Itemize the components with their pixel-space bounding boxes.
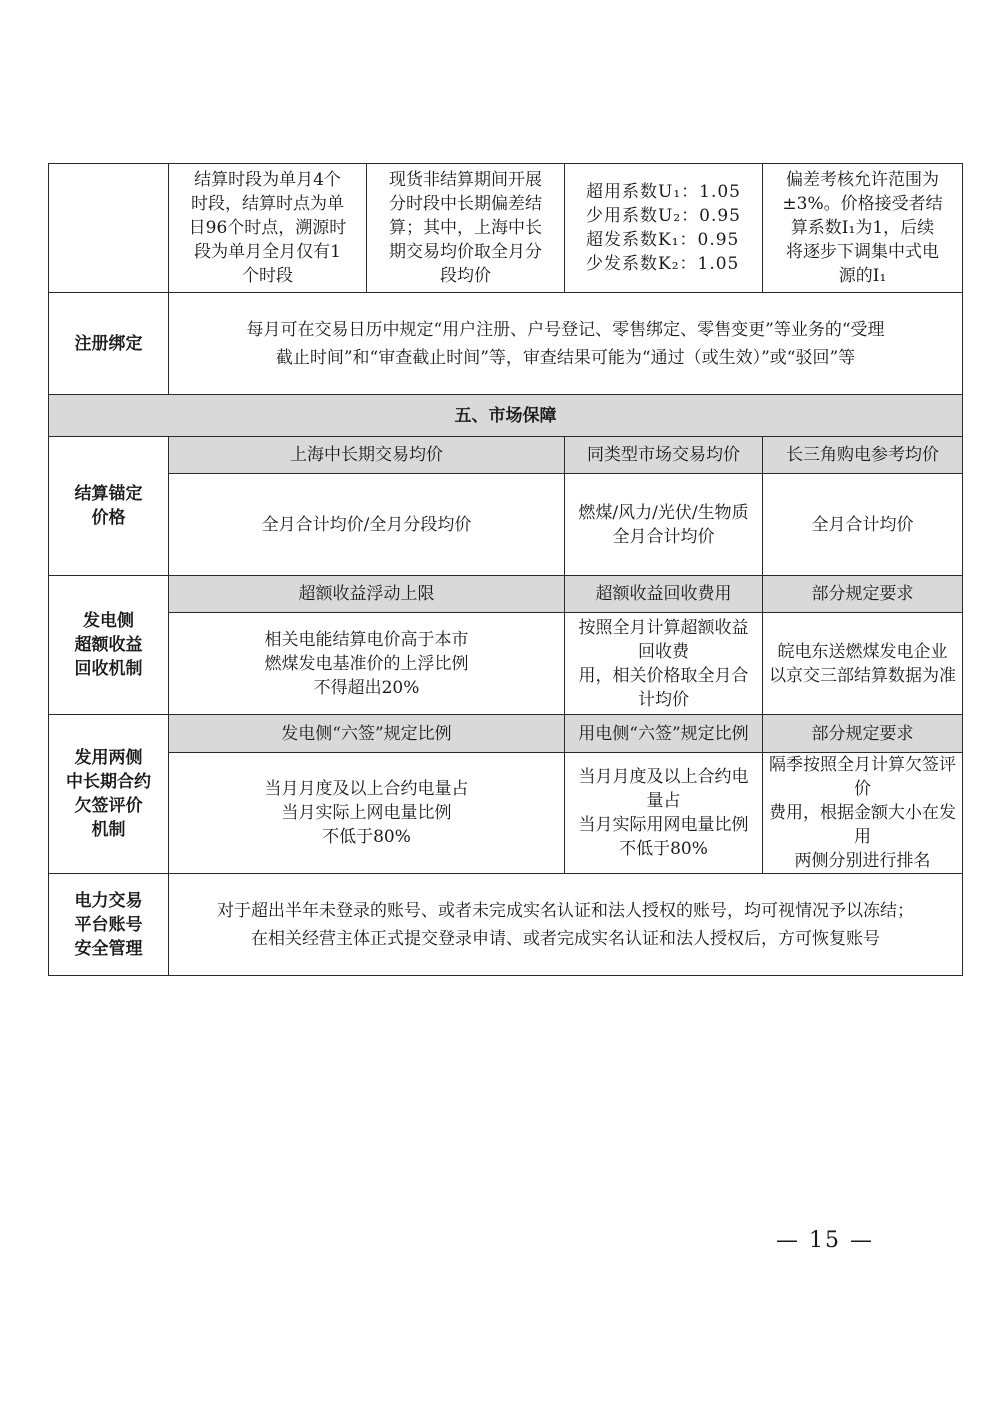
table-cell: 当月月度及以上合约电量占 当月实际上网电量比例 不低于80% [169,753,565,874]
column-header: 同类型市场交易均价 [565,437,763,474]
table-row [49,715,963,753]
row-label-under-signing: 发用两侧 中长期合约 欠签评价 机制 [49,715,169,874]
table-row [49,874,963,976]
page-number: — 15 — [776,1228,874,1253]
table-cell: 燃煤/风力/光伏/生物质 全月合计均价 [565,474,763,576]
table-row [49,474,963,576]
column-header: 用电侧“六签”规定比例 [565,715,763,753]
deviation-range-cell: 偏差考核允许范围为 ±3%。价格接受者结 算系数I₁为1，后续 将逐步下调集中式电 源的I₁ [763,164,963,293]
table-row [49,753,963,874]
section-title: 五、市场保障 [49,395,963,437]
empty-label-cell [49,164,169,293]
table-cell: 皖电东送燃煤发电企业 以京交三部结算数据为准 [763,613,963,715]
column-header: 上海中长期交易均价 [169,437,565,474]
table-cell: 隔季按照全月计算欠签评价 费用，根据金额大小在发用 两侧分别进行排名 [763,753,963,874]
rules-table [48,163,963,976]
coefficients-cell: 超用系数U₁：1.05 少用系数U₂：0.95 超发系数K₁：0.95 少发系数K₂：1.05 [565,164,763,293]
table-row [49,164,963,293]
column-header: 发电侧“六签”规定比例 [169,715,565,753]
table-cell: 全月合计均价 [763,474,963,576]
column-header: 超额收益浮动上限 [169,576,565,613]
column-header: 超额收益回收费用 [565,576,763,613]
table-row [49,437,963,474]
table-cell: 当月月度及以上合约电量占 当月实际用网电量比例 不低于80% [565,753,763,874]
column-header: 部分规定要求 [763,715,963,753]
row-label-registration: 注册绑定 [49,293,169,395]
row-label-settlement-anchor: 结算锚定 价格 [49,437,169,576]
table-cell: 全月合计均价/全月分段均价 [169,474,565,576]
column-header: 长三角购电参考均价 [763,437,963,474]
section-header-row [49,395,963,437]
table-cell: 相关电能结算电价高于本市 燃煤发电基准价的上浮比例 不得超出20% [169,613,565,715]
table-row [49,293,963,395]
row-label-excess-revenue: 发电侧 超额收益 回收机制 [49,576,169,715]
table-row [49,613,963,715]
row-label-account-security: 电力交易 平台账号 安全管理 [49,874,169,976]
registration-content: 每月可在交易日历中规定“用户注册、户号登记、零售绑定、零售变更”等业务的“受理 截止时间”和“审查截止时间”等，审查结果可能为“通过（或生效）”或“驳回”等 [169,293,963,395]
settlement-period-cell: 结算时段为单月4个 时段，结算时点为单 日96个时点，溯源时 段为单月全月仅有1 个时段 [169,164,367,293]
table-row [49,576,963,613]
column-header: 部分规定要求 [763,576,963,613]
account-security-content: 对于超出半年未登录的账号、或者未完成实名认证和法人授权的账号，均可视情况予以冻结； 在相关经营主体正式提交登录申请、或者完成实名认证和法人授权后，方可恢复账号 [169,874,963,976]
deviation-settlement-cell: 现货非结算期间开展 分时段中长期偏差结 算；其中，上海中长 期交易均价取全月分 段均价 [367,164,565,293]
table-cell: 按照全月计算超额收益回收费 用，相关价格取全月合计均价 [565,613,763,715]
